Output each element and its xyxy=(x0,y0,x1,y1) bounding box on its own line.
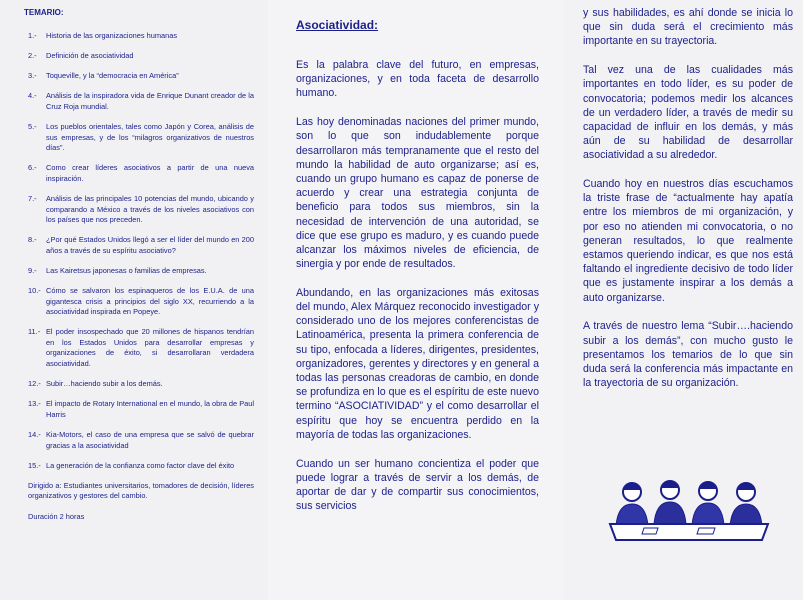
list-item: 8.- ¿Por qué Estados Unidos llegó a ser el líder del mundo en 200 años a través de su espíritu asociativo? xyxy=(28,235,254,255)
paragraph: Es la palabra clave del futuro, en empresas, organizaciones, y en toda faceta de desarrollo humano. xyxy=(296,59,539,100)
temario-title: TEMARIO: xyxy=(24,8,64,17)
list-item: 6.- Como crear líderes asociativos a partir de una nueva inspiración. xyxy=(28,163,254,183)
paragraph: Cuando hoy en nuestros días escuchamos la triste frase de “actualmente hay apatía entre los miembros de mi organización, y por eso no atienden mi convocatoria, o no generan resultados, lo que realmente estamos queriendo indicar, es que nos está faltando el ingrediente decisivo de todo líder que es justamente inspirar a los demás a auto organizarse. xyxy=(583,178,793,304)
target-audience: Dirigido a: Estudiantes universitarios, tomadores de decisión, líderes organizativos y gestores del cambio. xyxy=(28,480,254,501)
temario-list xyxy=(28,31,254,471)
list-item: 4.- Análisis de la inspiradora vida de Enrique Dunant creador de la Cruz Roja mundial. xyxy=(28,91,254,111)
paragraph: Abundando, en las organizaciones más exitosas del mundo, Alex Márquez reconocido investigador y considerado uno de los mejores conferencistas de Latinoamérica, presenta la primera conferencia de su tipo, enfocada a líderes, dirigentes, presidentes, organizadores, gerentes y directores y en general a todas las personas creadoras de cambio, en donde se profundiza en lo que es el espíritu de este nuevo termino “ASOCIATIVIDAD” y el como desarrollar el espíritu que hoy se encuentra perdido en la mayoría de todas las organizaciones. xyxy=(296,286,539,441)
list-item: 15.- La generación de la confianza como factor clave del éxito xyxy=(28,460,235,470)
temario-panel xyxy=(0,0,268,600)
duration: Duración 2 horas xyxy=(28,511,85,521)
list-item: 9.- Las Kairetsus japonesas o familias de empresas. xyxy=(28,265,207,275)
list-item: 13.- El impacto de Rotary International en el mundo, la obra de Paul Harris xyxy=(28,399,254,419)
paragraph: Las hoy denominadas naciones del primer mundo, son lo que son indudablemente porque desarrollaron más tempranamente que el resto del mundo la habilidad de auto organizarse; así es, cuando un grupo humano es capaz de ponerse de acuerdo y crear una estrategia conjunta de beneficio para todos sus miembros, sin la necesidad de intervención de una autoridad, se dice que ese grupo es maduro, y es cuando puede alcanzar los máximos niveles de eficiencia, de sinergia y por ende de resultados. xyxy=(296,116,539,271)
section-heading: Asociatividad: xyxy=(296,18,379,32)
group-of-people-at-table-icon xyxy=(604,478,774,548)
paragraph: Tal vez una de las cualidades más importantes en todo líder, es su poder de convocatoria; podemos medir los alcances de un verdadero líder, a través de medir su capacidad de influir en los demás, y más aún de su habilidad de desarrollar asociatividad a su alrededor. xyxy=(583,64,793,162)
list-item: 3.- Toqueville, y la “democracia en América” xyxy=(28,71,179,81)
list-item: 12.- Subir…haciendo subir a los demás. xyxy=(28,379,163,389)
paragraph: A través de nuestro lema “Subir….haciendo subir a los demás”, con mucho gusto le presentamos los temarios de lo que sin duda será la conferencia más impactante en la trayectoria de su organización. xyxy=(583,320,793,390)
list-item: 7.- Análisis de las principales 10 potencias del mundo, ubicando y comparando a México a través de los niveles asociativos con los países que nos preceden. xyxy=(28,193,254,225)
list-item: 2.- Definición de asociatividad xyxy=(28,51,134,61)
leadership-panel xyxy=(564,0,803,600)
list-item: 11.- El poder insospechado que 20 millones de hispanos tendrían en los Estados Unidos para desarrollar empresas y organizaciones de éxito, si desarrollaran verdadera asociatividad. xyxy=(28,327,254,369)
list-item: 5.- Los pueblos orientales, tales como Japón y Corea, análisis de sus empresas, y de los “milagros organizativos de nuestros días”. xyxy=(28,121,254,153)
paragraph: y sus habilidades, es ahí donde se inicia lo que sin duda será el crecimiento más importante en su trayectoria. xyxy=(583,7,793,48)
list-item: 1.- Historia de las organizaciones humanas xyxy=(28,31,178,40)
asociatividad-panel xyxy=(268,0,564,600)
paragraph: Cuando un ser humano concientiza el poder que puede lograr a través de servir a los demás, de aportar de dar y de compartir sus conocimientos, sus servicios xyxy=(296,457,539,513)
list-item: 10.- Cómo se salvaron los espinaqueros de los E.U.A. de una gigantesca crisis a principios del siglo XX, recurriendo a la asociatividad inspirada en Popeye. xyxy=(28,286,254,317)
list-item: 14.- Kia-Motors, el caso de una empresa que se salvó de quebrar gracias a la asociatividad xyxy=(28,429,254,450)
